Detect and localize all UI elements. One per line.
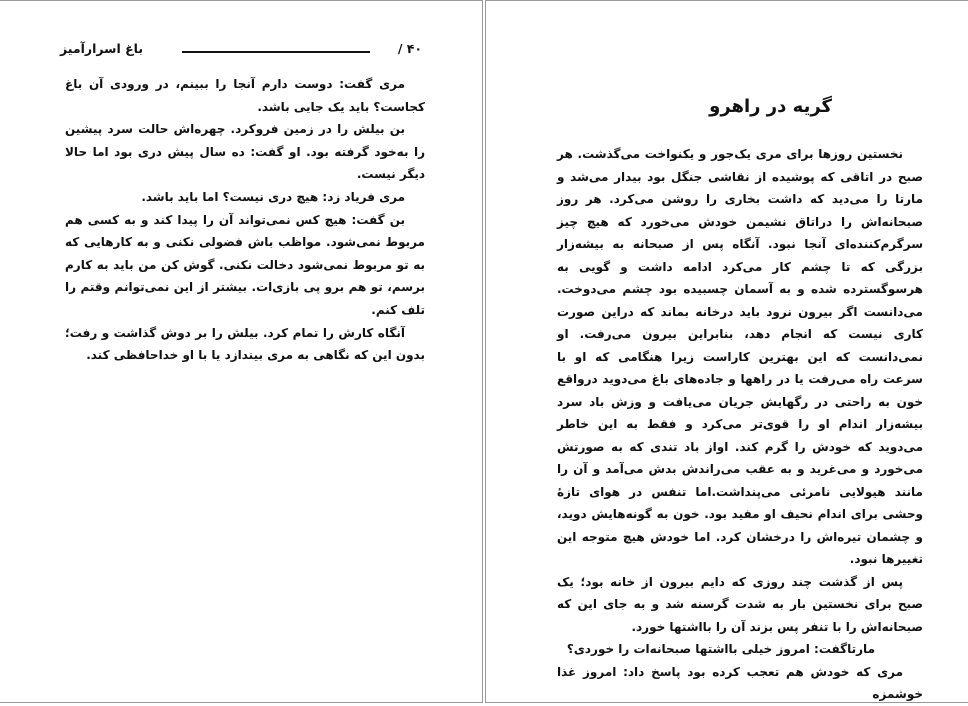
left-page bbox=[0, 0, 483, 703]
paragraph: آنگاه کارش را تمام کرد. بیلش را بر دوش گذاشت و رفت؛ بدون این که نگاهی به مری بیندازد یا با او خداحافظی کند. bbox=[65, 325, 425, 363]
left-body-text bbox=[65, 73, 425, 367]
paragraph: نخستین روزها برای مری یک‌جور و یکنواخت می‌گذشت. هر صبح در اتاقی که پوشیده از نقاشی جنگل بود بیدار می‌شد و مارتا را می‌دید که داشت بخاری را روشن می‌کرد. هر روز صبحانه‌اش را دراتاق نشیمن خودش می‌خورد که هیچ چیز سرگرم‌کننده‌ای آنجا نبود. آنگاه پس از صبحانه به بیشه‌زار بزرگی که تا چشم کار می‌کرد ادامه داشت و گویی به هرسوگسترده شده و به آسمان چسبیده بود چشم می‌دوخت. می‌دانست اگر بیرون نرود باید درخانه بماند که دراین صورت کاری نیست که انجام دهد، بنابراین بیرون می‌رفت. او نمی‌دانست که این بهترین کاراست زیرا هنگامی که او با سرعت راه می‌رفت یا در راهها و جاده‌های باغ می‌دوید درواقع خون به راحتی در رگهایش جریان می‌یافت و وزش باد سرد بیشه‌زار اندام او را قوی‌تر می‌کرد و فقط به این خاطر می‌دوید که خودش را گرم کند. اواز باد تندی که به صورتش می‌خورد و می‌غرید و به عقب می‌راندش بدش می‌آمد و آن را مانند هیولایی نامرئی می‌پنداشت.اما تنفس در هوای تازهٔ وحشی برای اندام نحیف او مفید بود. خون به گونه‌هایش دوید، و چشمان تیره‌اش را درخشان کرد. اما خودش هیچ متوجه این تغییرها نبود. bbox=[557, 147, 923, 566]
right-body-text bbox=[557, 143, 923, 706]
paragraph: مری که خودش هم تعجب کرده بود پاسخ داد: امروز غذا خوشمزه bbox=[557, 664, 923, 701]
paragraph: مری گفت: دوست دارم آنجا را ببینم، در ورودی آن باغ کجاست؟ باید یک جایی باشد. bbox=[65, 77, 425, 114]
paragraph: مارتاگفت: امروز خیلی بااشتها صبحانه‌ات را خوردی؟ bbox=[566, 642, 875, 656]
header-rule bbox=[182, 51, 370, 53]
chapter-title: گریه در راهرو bbox=[709, 96, 832, 117]
paragraph: بن گفت: هیچ کس نمی‌تواند آن را پیدا کند و به کسی هم مربوط نمی‌شود. مواظب باش فضولی نکنی و به کارهایی که به تو مربوط نمی‌شود دخالت نکنی. گوش کن من باید به کارم برسم، تو هم برو پی بازی‌ات. بیشتر از این نمی‌توانم وقتم را تلف کنم. bbox=[65, 212, 425, 317]
running-header bbox=[60, 41, 422, 61]
page-number: ۴۰ / bbox=[397, 41, 422, 56]
paragraph: پس از گذشت چند روزی که دایم بیرون از خانه بود؛ یک صبح برای نخستین بار به شدت گرسنه شد و به جای این که صبحانه‌اش را با تنفر پس بزند آن را بااشتها خورد. bbox=[557, 574, 923, 634]
paragraph: بن بیلش را در زمین فروکرد. چهره‌اش حالت سرد پیشین را به‌خود گرفته بود. او گفت: ده سال پیش دری بود اما حالا دیگر نیست. bbox=[65, 122, 425, 182]
paragraph: مری فریاد زد: هیچ دری نیست؟ اما باید باشد. bbox=[141, 189, 405, 204]
right-page bbox=[485, 0, 968, 703]
book-title: باغ اسرارآمیز bbox=[60, 41, 144, 56]
